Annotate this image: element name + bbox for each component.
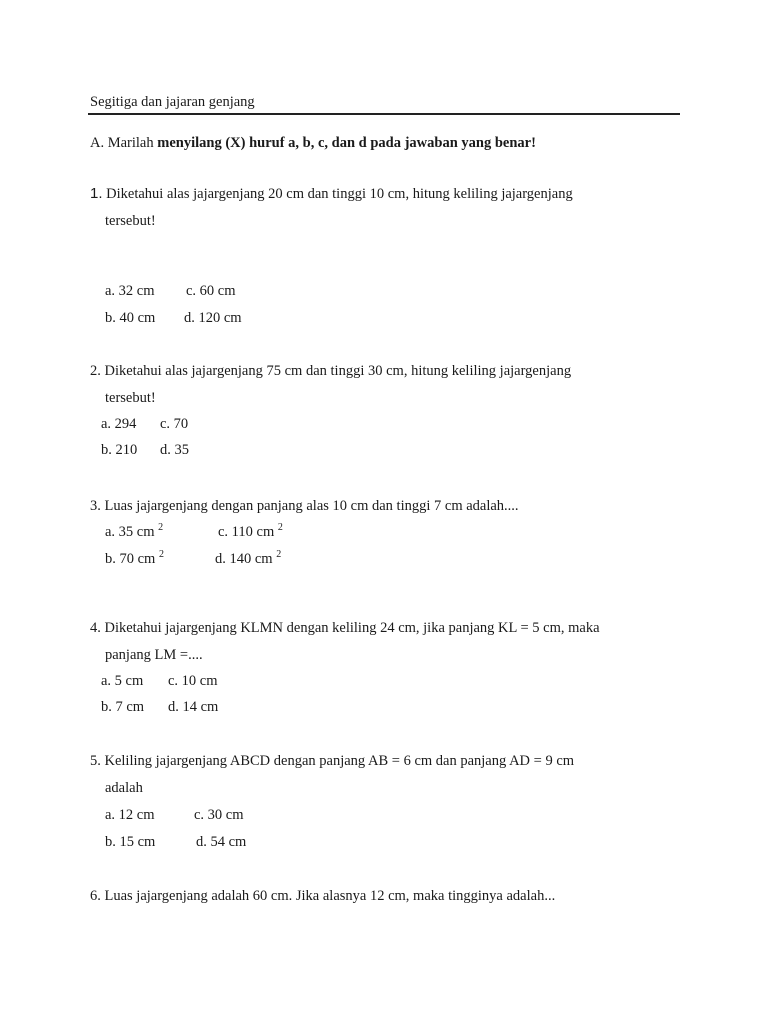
superscript: 2 (277, 522, 283, 533)
option-d[interactable]: d. 54 cm (196, 834, 247, 850)
question-2 (90, 362, 571, 380)
superscript: 2 (158, 522, 164, 533)
question-4 (90, 619, 600, 637)
question-text: Diketahui alas jajargenjang 20 cm dan tinggi 10 cm, hitung keliling jajargenjang (106, 186, 573, 202)
option-d-label: d. 140 cm (215, 551, 273, 567)
question-number: 4. (90, 620, 101, 636)
option-b[interactable] (105, 550, 164, 568)
option-c[interactable]: c. 70 (160, 416, 189, 432)
question-2-continued: tersebut! (105, 390, 156, 406)
option-a[interactable]: a. 12 cm (105, 807, 155, 823)
instruction (90, 134, 536, 152)
instruction-bold: menyilang (X) huruf a, b, c, dan d pada jawaban yang benar! (157, 135, 536, 151)
option-d[interactable] (215, 550, 281, 568)
option-b[interactable]: b. 7 cm (101, 699, 145, 715)
option-a[interactable] (105, 523, 163, 541)
option-a[interactable]: a. 32 cm (105, 283, 155, 299)
option-b[interactable]: b. 210 (101, 442, 138, 458)
question-3 (90, 497, 519, 515)
question-number: 3. (90, 498, 101, 514)
instruction-prefix: A. Marilah (90, 135, 158, 151)
question-text: Diketahui jajargenjang KLMN dengan keliling 24 cm, jika panjang KL = 5 cm, maka (104, 620, 600, 636)
question-number: 6. (90, 888, 101, 904)
page-title: Segitiga dan jajaran genjang (90, 94, 255, 110)
question-number: 1. (90, 185, 103, 202)
option-b-label: b. 70 cm (105, 551, 156, 567)
question-4-continued: panjang LM =.... (105, 647, 203, 663)
option-c[interactable]: c. 10 cm (168, 673, 218, 689)
option-a-label: a. 35 cm (105, 524, 155, 540)
question-1-continued: tersebut! (105, 213, 156, 229)
question-text: Diketahui alas jajargenjang 75 cm dan tinggi 30 cm, hitung keliling jajargenjang (104, 363, 572, 379)
option-a[interactable]: a. 5 cm (101, 673, 144, 689)
option-d[interactable]: d. 120 cm (184, 310, 242, 326)
option-a[interactable]: a. 294 (101, 416, 137, 432)
option-b[interactable]: b. 40 cm (105, 310, 156, 326)
question-number: 5. (90, 753, 101, 769)
option-d[interactable]: d. 35 (160, 442, 189, 458)
question-6 (90, 887, 555, 905)
option-c[interactable] (218, 523, 283, 541)
superscript: 2 (276, 549, 282, 560)
option-d[interactable]: d. 14 cm (168, 699, 219, 715)
option-c-label: c. 110 cm (218, 524, 275, 540)
question-5-continued: adalah (105, 780, 143, 796)
question-text: Luas jajargenjang dengan panjang alas 10 cm dan tinggi 7 cm adalah.... (104, 498, 519, 514)
superscript: 2 (158, 549, 164, 560)
option-c[interactable]: c. 30 cm (194, 807, 244, 823)
question-1 (90, 185, 573, 203)
option-c[interactable]: c. 60 cm (186, 283, 236, 299)
question-text: Keliling jajargenjang ABCD dengan panjang AB = 6 cm dan panjang AD = 9 cm (104, 753, 575, 769)
question-5 (90, 752, 574, 770)
option-b[interactable]: b. 15 cm (105, 834, 156, 850)
question-number: 2. (90, 363, 101, 379)
header-divider (88, 113, 680, 115)
question-text: Luas jajargenjang adalah 60 cm. Jika alasnya 12 cm, maka tingginya adalah... (104, 888, 556, 904)
